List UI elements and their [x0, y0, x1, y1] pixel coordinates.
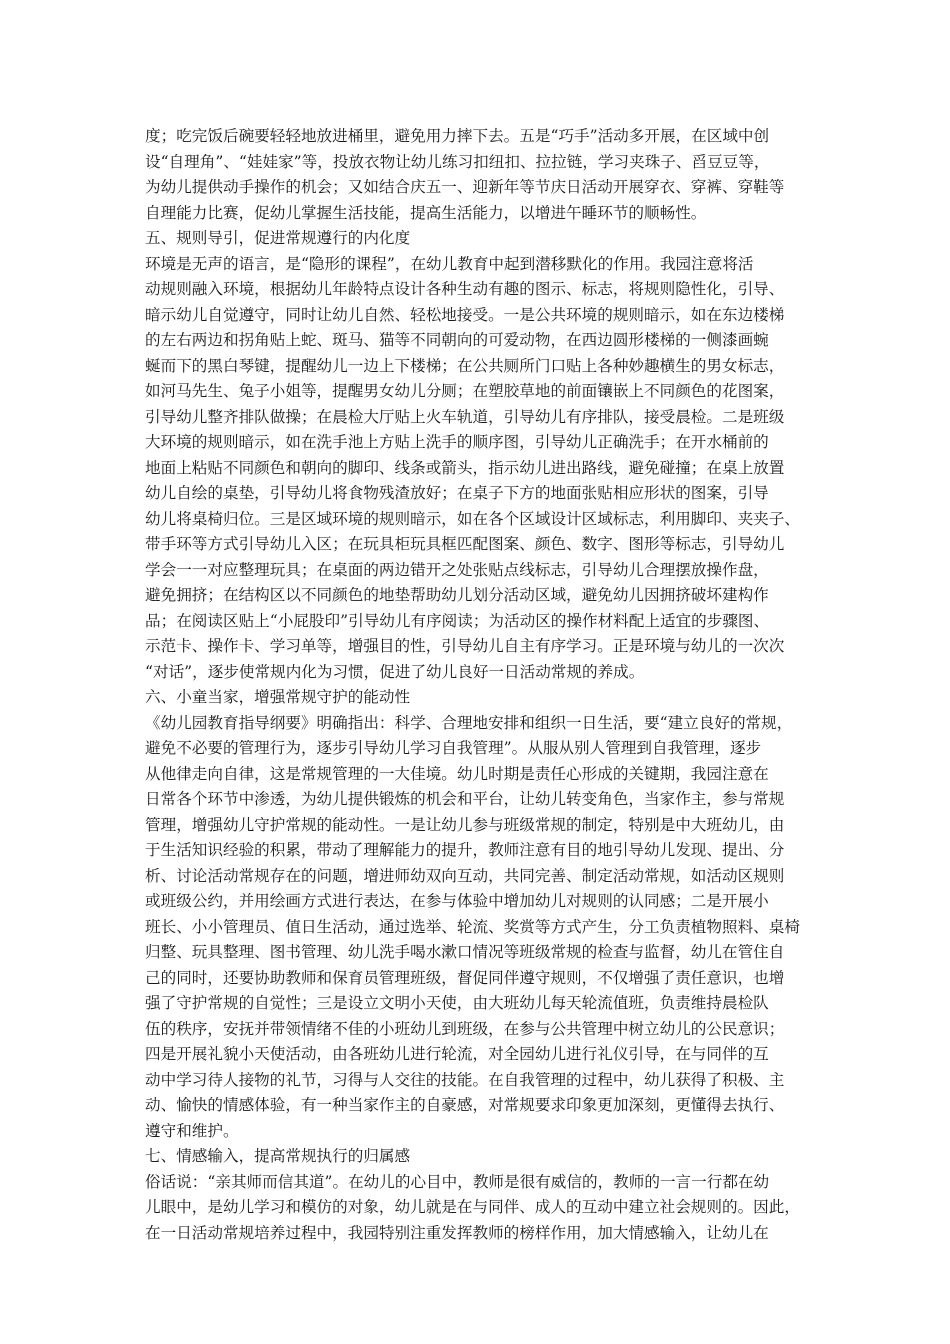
text-line: 度；吃完饭后碗要轻轻地放进桶里，避免用力摔下去。五是“巧手”活动多开展，在区域中创: [145, 127, 770, 145]
text-line: 避免拥挤；在结构区以不同颜色的地垫帮助幼儿划分活动区域，避免幼儿因拥挤破坏建构作: [145, 586, 769, 604]
text-line: 幼儿将桌椅归位。三是区域环境的规则暗示，如在各个区域设计区域标志，利用脚印、夹夹子、: [145, 509, 800, 528]
text-line: 蜒而下的黑白琴键，提醒幼儿一边上下楼梯；在公共厕所门口贴上各种妙趣横生的男女标志，: [145, 356, 785, 375]
text-line: 带手环等方式引导幼儿入区；在玩具柜玩具框匹配图案、颜色、数字、图形等标志，引导幼儿: [145, 535, 785, 553]
text-line: 引导幼儿整齐排队做操；在晨检大厅贴上火车轨道，引导幼儿有序排队，接受晨检。二是班级: [145, 407, 785, 426]
paragraph-child-management: [145, 711, 805, 1145]
text-line: 于生活知识经验的积累，带动了理解能力的提升，教师注意有目的地引导幼儿发现、提出、分: [145, 841, 785, 859]
paragraph-emotional-input: [145, 1170, 805, 1247]
text-line: 在一日活动常规培养过程中，我园特别注重发挥教师的榜样作用，加大情感输入，让幼儿在: [145, 1223, 769, 1242]
text-line: 伍的秩序，安抚并带领情绪不佳的小班幼儿到班级，在参与公共管理中树立幼儿的公民意识；: [145, 1019, 785, 1038]
section-heading-7: 七、情感输入，提高常规执行的归属感: [145, 1147, 411, 1165]
text-line: 四是开展礼貌小天使活动，由各班幼儿进行轮流，对全园幼儿进行礼仪引导，在与同伴的互: [145, 1045, 769, 1063]
text-line: 日常各个环节中渗透，为幼儿提供锻炼的机会和平台，让幼儿转变角色，当家作主，参与常规: [145, 790, 785, 808]
text-line: 如河马先生、兔子小姐等，提醒男女幼儿分厕；在塑胶草地的前面镶嵌上不同颜色的花图案，: [145, 382, 785, 400]
text-line: 地面上粘贴不同颜色和朝向的脚印、线条或箭头，指示幼儿进出路线，避免碰撞；在桌上放置: [145, 458, 785, 477]
text-line: 避免不必要的管理行为，逐步引导幼儿学习自我管理”。从服从别人管理到自我管理，逐步: [145, 739, 762, 757]
text-line: 动、愉快的情感体验，有一种当家作主的自豪感，对常规要求印象更加深刻，更懂得去执行、: [145, 1096, 785, 1114]
text-line: 析、讨论活动常规存在的问题，增进师幼双向互动，共同完善、制定活动常规，如活动区规则: [145, 866, 785, 885]
text-line: 环境是无声的语言，是“隐形的课程”，在幼儿教育中起到潜移默化的作用。我园注意将活: [145, 254, 754, 273]
text-line: 或班级公约，并用绘画方式进行表达，在参与体验中增加幼儿对规则的认同感；二是开展小: [145, 892, 769, 910]
text-line: 《幼儿园教育指导纲要》明确指出：科学、合理地安排和组织一日生活，要“建立良好的常规，: [145, 713, 793, 732]
text-line: 幼儿自绘的桌垫，引导幼儿将食物残渣放好；在桌子下方的地面张贴相应形状的图案，引导: [145, 484, 769, 502]
text-line: 暗示幼儿自觉遵守，同时让幼儿自然、轻松地接受。一是公共环境的规则暗示，如在东边楼梯: [145, 305, 785, 324]
section-heading-6: 六、小童当家，增强常规守护的能动性: [145, 688, 411, 706]
text-line: 从他律走向自律，这是常规管理的一大佳境。幼儿时期是责任心形成的关键期，我园注意在: [145, 764, 769, 783]
text-line: 动规则融入环境，根据幼儿年龄特点设计各种生动有趣的图示、标志，将规则隐性化，引导、: [145, 280, 785, 298]
text-line: 班长、小小管理员、值日生活动，通过选举、轮流、奖赏等方式产生，分工负责植物照料、桌椅: [145, 917, 800, 936]
text-line: 儿眼中，是幼儿学习和模仿的对象，幼儿就是在与同伴、成人的互动中建立社会规则的。因此，: [145, 1198, 800, 1216]
text-line: 的左右两边和拐角贴上蛇、斑马、猫等不同朝向的可爱动物，在西边圆形楼梯的一侧漆画蜿: [145, 331, 769, 349]
text-line: 示范卡、操作卡、学习单等，增强目的性，引导幼儿自主有序学习。正是环境与幼儿的一次次: [145, 637, 785, 655]
text-line: 俗话说：“亲其师而信其道”。在幼儿的心目中，教师是很有威信的，教师的一言一行都在幼: [145, 1172, 770, 1191]
text-line: 动中学习待人接物的礼节，习得与人交往的技能。在自我管理的过程中，幼儿获得了积极、主: [145, 1070, 785, 1089]
text-line: 遵守和维护。: [145, 1121, 239, 1140]
document-page: [145, 124, 805, 1246]
text-line: 设“自理角”、“娃娃家”等，投放衣物让幼儿练习扣纽扣、拉拉链，学习夹珠子、舀豆豆等，: [145, 152, 770, 171]
text-line: 品；在阅读区贴上“小屁股印”引导幼儿有序阅读；为活动区的操作材料配上适宜的步骤图、: [145, 611, 770, 630]
text-line: 强了守护常规的自觉性；三是设立文明小天使，由大班幼儿每天轮流值班，负责维持晨检队: [145, 994, 769, 1012]
text-line: 学会一一对应整理玩具；在桌面的两边错开之处张贴点线标志，引导幼儿合理摆放操作盘，: [145, 560, 769, 579]
text-line: “对话”，逐步使常规内化为习惯，促进了幼儿良好一日活动常规的养成。: [145, 662, 645, 681]
paragraph-environment-rules: [145, 252, 805, 686]
text-line: 管理，增强幼儿守护常规的能动性。一是让幼儿参与班级常规的制定，特别是中大班幼儿，由: [145, 815, 785, 834]
section-heading-5: 五、规则导引，促进常规遵行的内化度: [145, 229, 411, 247]
text-line: 大环境的规则暗示，如在洗手池上方贴上洗手的顺序图，引导幼儿正确洗手；在开水桶前的: [145, 433, 769, 451]
text-line: 己的同时，还要协助教师和保育员管理班级，督促同伴遵守规则，不仅增强了责任意识，也增: [145, 968, 785, 987]
text-line: 为幼儿提供动手操作的机会；又如结合庆五一、迎新年等节庆日活动开展穿衣、穿裤、穿鞋等: [145, 178, 785, 196]
text-line: 归整、玩具整理、图书管理、幼儿洗手喝水漱口情况等班级常规的检查与监督，幼儿在管住自: [145, 943, 785, 961]
text-line: 自理能力比赛，促幼儿掌握生活技能，提高生活能力，以增进午睡环节的顺畅性。: [145, 203, 707, 222]
paragraph-self-care: [145, 124, 805, 226]
